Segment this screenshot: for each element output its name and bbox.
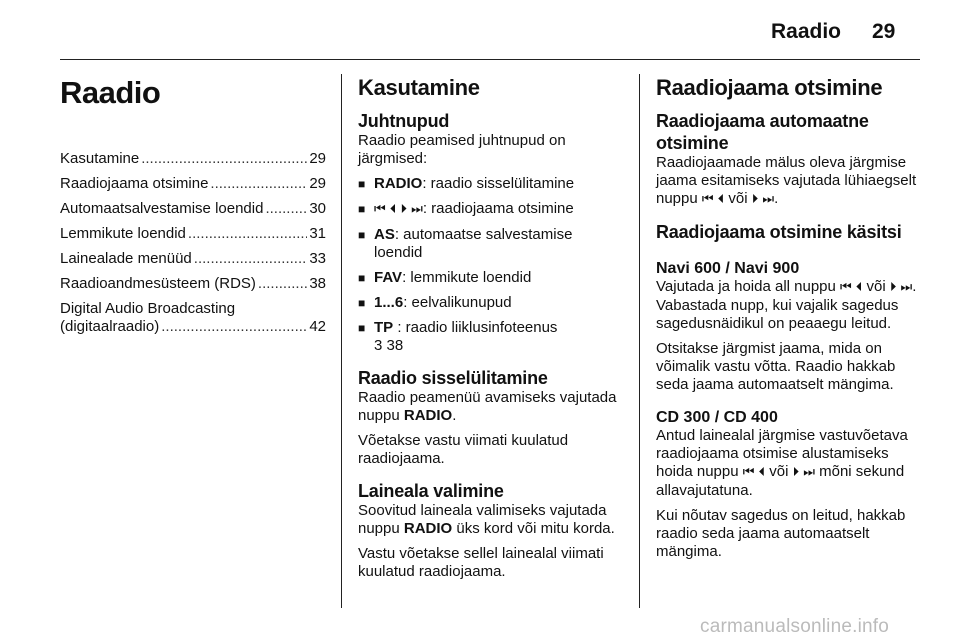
manual-search-heading: Raadiojaama otsimine käsitsi	[656, 222, 902, 242]
cd-text-2: Kui nõutav sagedus on leitud, hakkab raadio seda jaama automaatselt mängima.	[656, 507, 906, 560]
list-item: ■ FAV: lemmikute loendid	[358, 269, 624, 287]
navi-text: Vajutada ja hoida all nuppu ⏮ ⏴ või ⏵ ⏭. Vabastada nupp, kui vajalik sagedus sagedusnäidikul on peaaegu leitud.	[656, 278, 917, 332]
auto-search-heading: Raadiojaama automaatne otsimine	[656, 111, 869, 153]
toc-entry[interactable]: Lainealade menüüd ..... 33	[60, 250, 326, 268]
navi-heading: Navi 600 / Navi 900	[656, 260, 800, 277]
seek-buttons-icon: ⏮ ⏴ ⏵ ⏭	[374, 202, 423, 217]
auto-search-text: Raadiojaamade mälus oleva järgmise jaama esitamiseks vajutada lühiaegselt nuppu ⏮ ⏴ või ⏵ ⏭.	[656, 154, 917, 207]
band-text: Soovitud laineala valimiseks vajutada nuppu RADIO üks kord või mitu korda.	[358, 502, 615, 537]
seek-forward-icon: ⏵ ⏭	[751, 192, 775, 207]
switch-on-text-2: Võetakse vastu viimati kuulatud raadiojaama.	[358, 432, 569, 467]
seek-back-icon: ⏮ ⏴	[742, 465, 766, 480]
band-text-2: Vastu võetakse sellel lainealal viimati kuulatud raadiojaama.	[358, 545, 604, 580]
band-heading: Laineala valimine	[358, 481, 504, 501]
chapter-title: Raadio	[60, 75, 161, 110]
controls-list	[358, 175, 624, 355]
page-number: 29	[872, 20, 896, 43]
switch-on-text: Raadio peamenüü avamiseks vajutada nuppu RADIO.	[358, 389, 617, 424]
cd-text: Antud lainealal järgmise vastuvõetava raadiojaama otsimise alustamiseks hoida nuppu ⏮ ⏴ või ⏵ ⏭ mõni sekund allavajutatuna.	[656, 427, 908, 499]
toc-entry[interactable]: Automaatsalvestamise loendid ..... 30	[60, 200, 326, 218]
running-title: Raadio	[771, 20, 842, 43]
watermark: carmanualsonline.info	[700, 616, 890, 637]
section-title: Raadiojaama otsimine	[656, 75, 883, 100]
toc-entry[interactable]: Raadiojaama otsimine ..... 29	[60, 175, 326, 193]
table-of-contents	[60, 150, 326, 336]
seek-back-icon: ⏮ ⏴	[840, 280, 863, 295]
page-header	[0, 16, 960, 56]
switch-on-heading: Raadio sisselülitamine	[358, 368, 548, 388]
header-rule	[60, 59, 920, 60]
list-item: ■ AS: automaatse salvestamise loendid	[358, 226, 624, 262]
column-divider-1	[341, 74, 342, 608]
toc-entry[interactable]: Digital Audio Broadcasting (digitaalraadio) ..... 42	[60, 300, 326, 336]
toc-entry[interactable]: Raadioandmesüsteem (RDS) ..... 38	[60, 275, 326, 293]
controls-intro: Raadio peamised juhtnupud on järgmised:	[358, 132, 566, 167]
toc-entry[interactable]: Lemmikute loendid ..... 31	[60, 225, 326, 243]
toc-entry[interactable]: Kasutamine ..... 29	[60, 150, 326, 168]
list-item: ■ RADIO: raadio sisselülitamine	[358, 175, 624, 193]
column-divider-2	[639, 74, 640, 608]
search-column	[656, 74, 926, 568]
controls-heading: Juhtnupud	[358, 111, 450, 131]
seek-forward-icon: ⏵ ⏭	[889, 280, 913, 295]
usage-column	[358, 74, 624, 588]
seek-back-icon: ⏮ ⏴	[701, 192, 725, 207]
list-item: ■ ⏮ ⏴ ⏵ ⏭: raadiojaama otsimine	[358, 200, 624, 219]
toc-column	[60, 74, 326, 343]
cd-heading: CD 300 / CD 400	[656, 409, 778, 426]
page-reference[interactable]: 3 38	[374, 337, 404, 354]
list-item: ■ 1...6: eelvalikunupud	[358, 294, 624, 312]
list-item: ■ TP : raadio liiklusinfoteenus 3 38	[358, 319, 624, 355]
seek-forward-icon: ⏵ ⏭	[792, 465, 815, 480]
section-title: Kasutamine	[358, 75, 480, 100]
navi-text-2: Otsitakse järgmist jaama, mida on võimalik vastu võtta. Raadio hakkab seda jaama automaatselt mängima.	[656, 340, 896, 393]
